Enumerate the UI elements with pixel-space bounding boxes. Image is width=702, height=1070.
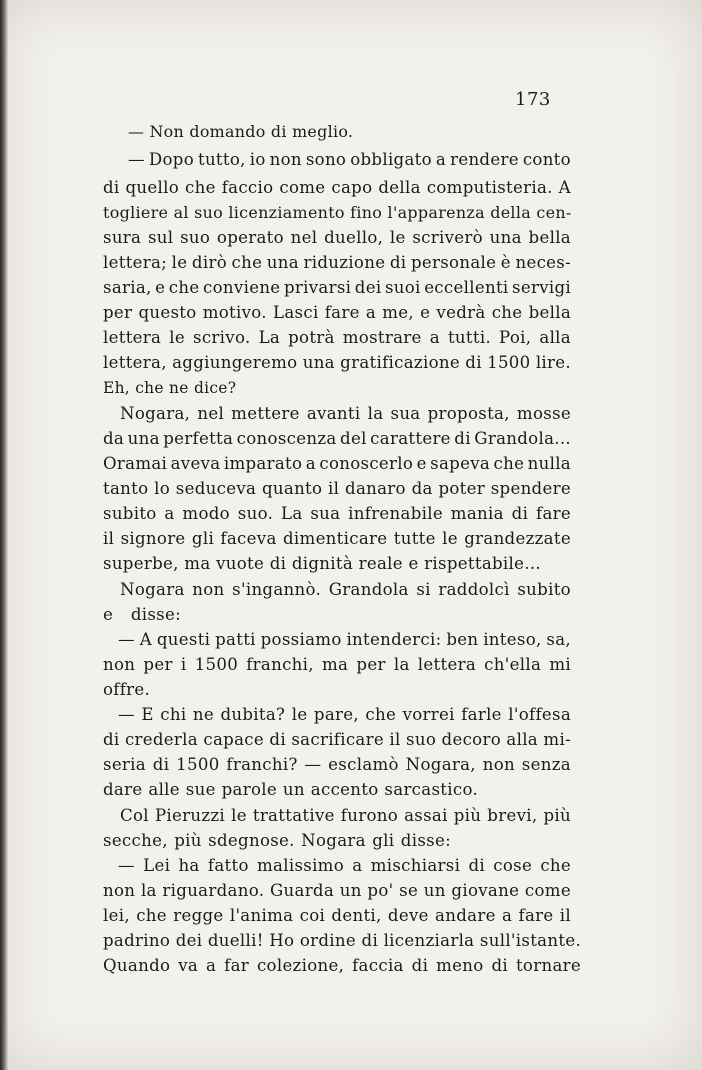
text-line: saria, e che conviene privarsi dei suoi eccellenti servigi	[103, 278, 572, 297]
text-line: lettera; le dirò che una riduzione di personale è neces-	[103, 253, 572, 272]
text-line: di quello che faccio come capo della computisteria. A	[103, 178, 571, 197]
text-line: Oramai aveva imparato a conoscerlo e sapeva che nulla	[103, 454, 571, 473]
text-line: Quando va a far colezione, faccia di meno di tornare	[103, 956, 581, 975]
text-line: Col Pieruzzi le trattative furono assai più brevi, più	[120, 806, 571, 825]
text-line: non per i 1500 franchi, ma per la lettera ch'ella mi	[103, 655, 571, 674]
text-line: Nogara non s'ingannò. Grandola si raddolcì subito	[120, 580, 571, 599]
text-line: seria di 1500 franchi? — esclamò Nogara, non senza	[103, 755, 571, 774]
text-line: superbe, ma vuote di dignità reale e rispettabile...	[103, 554, 541, 573]
text-line: non la riguardano. Guarda un po' se un giovane come	[103, 881, 571, 900]
text-line: di crederla capace di sacrificare il suo decoro alla mi-	[103, 730, 571, 749]
text-line: per questo motivo. Lasci fare a me, e vedrà che bella	[103, 303, 572, 322]
text-line: lettera, aggiungeremo una gratificazione di 1500 lire.	[103, 353, 571, 372]
text-line: — E chi ne dubita? le pare, che vorrei farle l'offesa	[118, 705, 572, 724]
text-line: subito a modo suo. La sua infrenabile mania di fare	[103, 504, 571, 523]
text-line: Eh, che ne dice?	[103, 379, 237, 397]
page-binding-edge	[0, 0, 8, 1070]
page-number: 173	[515, 89, 551, 110]
text-line: lettera le scrivo. La potrà mostrare a tutti. Poi, alla	[103, 328, 571, 347]
text-line: da una perfetta conoscenza del carattere di Grandola...	[103, 429, 571, 448]
text-line: — A questi patti possiamo intenderci: ben inteso, sa,	[118, 630, 571, 649]
text-line: il signore gli faceva dimenticare tutte le grandezzate	[103, 529, 571, 548]
text-line: Nogara, nel mettere avanti la sua proposta, mosse	[120, 404, 572, 423]
text-line: — Lei ha fatto malissimo a mischiarsi di cose che	[118, 856, 572, 875]
text-line: secche, più sdegnose. Nogara gli disse:	[103, 831, 451, 850]
text-line: padrino dei duelli! Ho ordine di licenziarla sull'istante.	[103, 931, 582, 950]
text-line: e disse:	[103, 605, 181, 624]
text-line: — Non domando di meglio.	[128, 122, 354, 141]
text-line: lei, che regge l'anima coi denti, deve andare a fare il	[103, 906, 572, 925]
text-line: tanto lo seduceva quanto il danaro da poter spendere	[103, 479, 571, 498]
text-line: offre.	[103, 680, 151, 699]
text-line: dare alle sue parole un accento sarcastico.	[103, 780, 479, 799]
text-line: — Dopo tutto, io non sono obbligato a rendere conto	[128, 150, 571, 169]
text-line: sura sul suo operato nel duello, le scriverò una bella	[103, 228, 572, 247]
text-line: togliere al suo licenziamento fino l'apparenza della cen-	[103, 203, 572, 222]
